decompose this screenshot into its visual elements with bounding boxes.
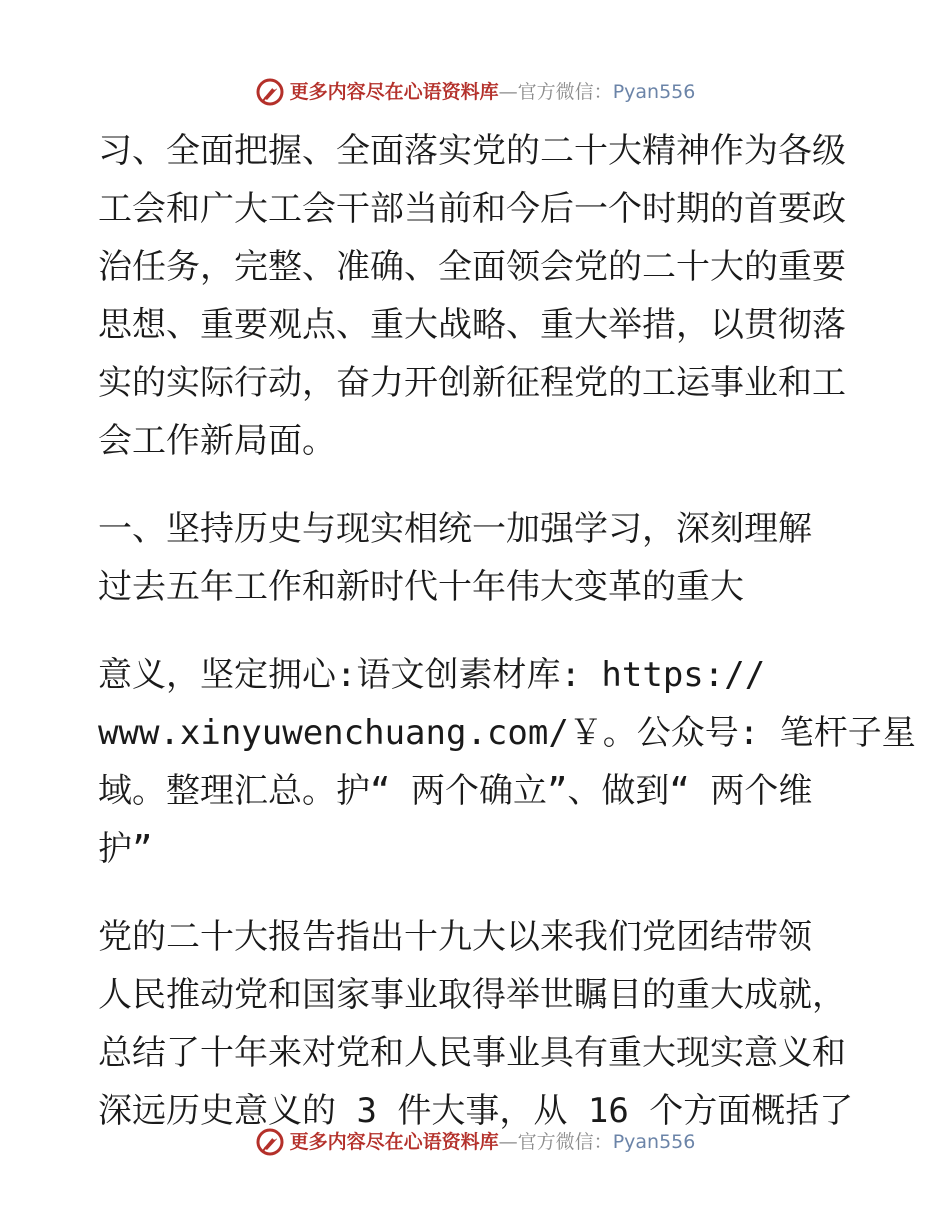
watermark-separator: —	[498, 81, 518, 103]
text-line: 人民推动党和国家事业取得举世瞩目的重大成就，	[98, 975, 846, 1015]
text-line: 意义，坚定拥心:语文创素材库: https://	[98, 655, 766, 695]
text-line: 总结了十年来对党和人民事业具有重大现实意义和	[98, 1033, 846, 1073]
text-line: 党的二十大报告指出十九大以来我们党团结带领	[98, 917, 812, 957]
text-line: 护”	[98, 829, 153, 869]
text-line: 治任务，完整、准确、全面领会党的二十大的重要	[98, 247, 846, 287]
watermark-brand-text: 更多内容尽在心语资料库	[289, 81, 499, 103]
text-line: 域。整理汇总。护“ 两个确立”、做到“ 两个维	[98, 771, 813, 811]
paragraph-1	[98, 122, 858, 470]
watermark-account: Pyan556	[612, 1131, 696, 1153]
paragraph-4	[98, 908, 858, 1140]
text-line: 过去五年工作和新时代十年伟大变革的重大	[98, 567, 744, 607]
text-line: 会工作新局面。	[98, 421, 336, 461]
watermark-label: 官方微信：	[517, 1131, 613, 1153]
text-line: 深远历史意义的 3 件大事，从 16 个方面概括了	[98, 1091, 854, 1131]
text-line: 习、全面把握、全面落实党的二十大精神作为各级	[98, 131, 846, 171]
paragraph-3	[98, 646, 916, 878]
footer-watermark	[0, 1127, 950, 1157]
watermark-label: 官方微信：	[517, 81, 613, 103]
text-line: www.xinyuwenchuang.com/￥。公众号: 笔杆子星	[98, 713, 916, 753]
text-line: 一、坚持历史与现实相统一加强学习，深刻理解	[98, 509, 812, 549]
watermark-separator: —	[498, 1131, 518, 1153]
pen-nib-logo-icon	[255, 1127, 285, 1157]
header-watermark	[0, 77, 950, 107]
text-line: 思想、重要观点、重大战略、重大举措，以贯彻落	[98, 305, 846, 345]
text-line: 实的实际行动，奋力开创新征程党的工运事业和工	[98, 363, 846, 403]
section-heading-paragraph	[98, 500, 858, 616]
pen-nib-logo-icon	[255, 77, 285, 107]
document-body	[98, 122, 916, 1140]
text-line: 工会和广大工会干部当前和今后一个时期的首要政	[98, 189, 846, 229]
watermark-brand-text: 更多内容尽在心语资料库	[289, 1131, 499, 1153]
watermark-account: Pyan556	[612, 81, 696, 103]
